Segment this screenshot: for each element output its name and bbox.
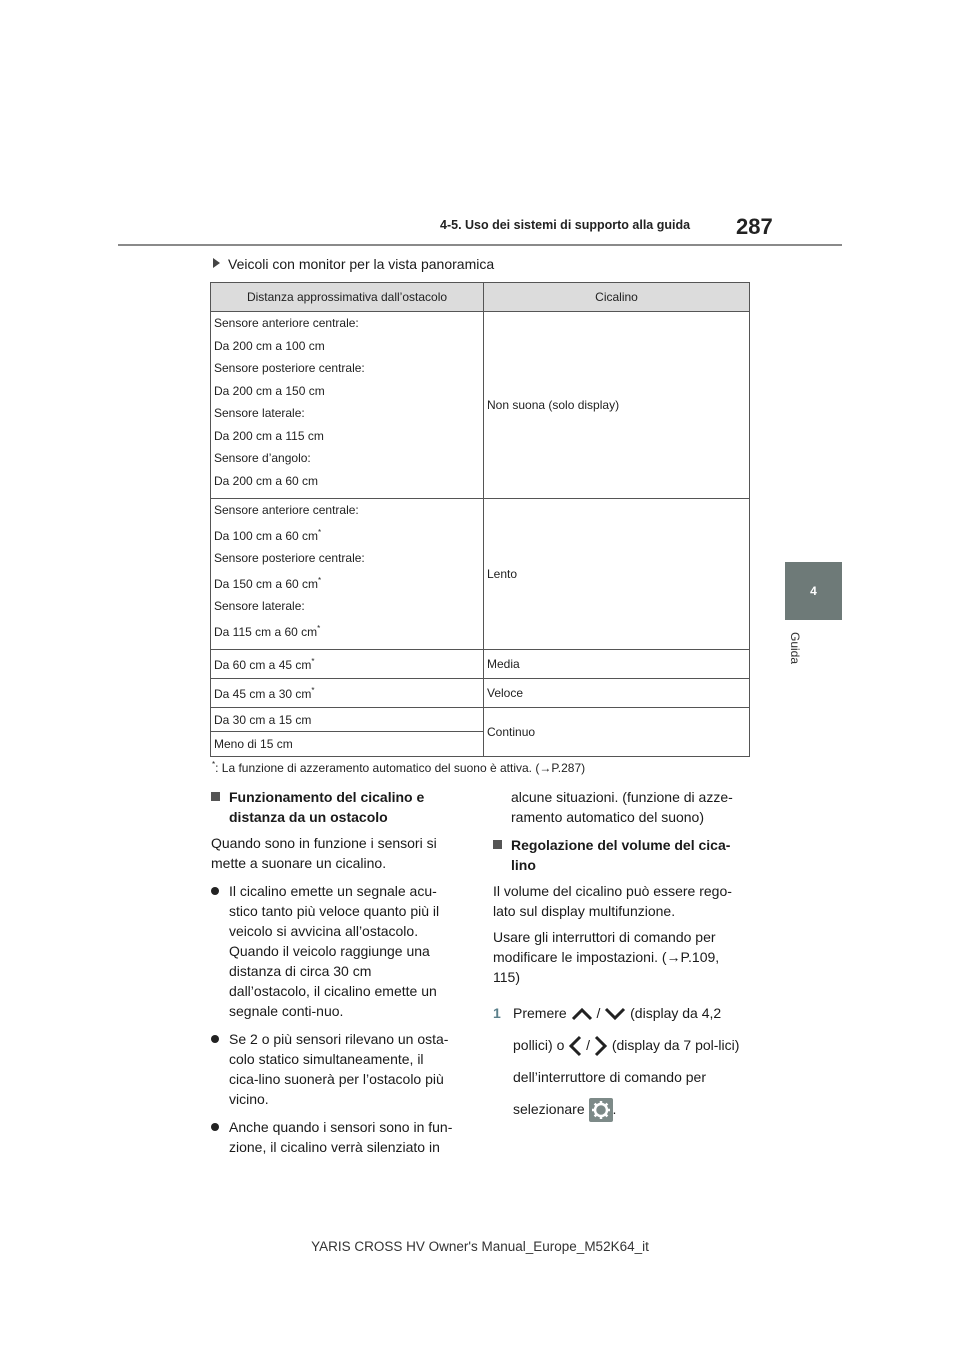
bullet-dot-icon (211, 887, 219, 895)
table-footnote: *: La funzione di azzeramento automatico del suono è attiva. (→P.287) (212, 760, 586, 775)
table-cell-distance: Da 60 cm a 45 cm* (211, 650, 484, 679)
chevron-up-icon (571, 1007, 593, 1021)
step-text: . (612, 1101, 617, 1117)
cell-line: Da 200 cm a 100 cm (214, 338, 325, 353)
bullet-dot-icon (211, 1123, 219, 1131)
table-header-distance: Distanza approssimativa dall’ostacolo (211, 283, 484, 312)
gear-settings-icon (589, 1098, 613, 1122)
chevron-down-icon (604, 1007, 626, 1021)
cell-line: Da 100 cm a 60 cm* (214, 527, 322, 543)
step-item (493, 997, 749, 1125)
heading-buzzer-operation: Funzionamento del cicalino e distanza da un ostacolo (211, 787, 456, 827)
bullet-dot-icon (211, 1035, 219, 1043)
table-cell-distance (211, 312, 484, 499)
table-row (211, 312, 750, 499)
slash: / (596, 1005, 601, 1021)
table-cell-distance: Da 30 cm a 15 cm (211, 708, 484, 732)
triangle-arrow-icon (213, 258, 220, 268)
table-cell-buzzer: Lento (484, 499, 750, 650)
chapter-name: Guida (788, 632, 802, 665)
cell-line: Da 115 cm a 60 cm* (214, 623, 321, 639)
table-cell-distance: Meno di 15 cm (211, 732, 484, 757)
cell-line: Sensore laterale: (214, 406, 305, 420)
cell-line: Sensore d’angolo: (214, 451, 311, 465)
bullet-item: Se 2 o più sensori rilevano un osta-colo statico simultaneamente, il cica-lino suonerà per l’ostacolo più vicino. (211, 1029, 456, 1109)
intro-paragraph: Quando sono in funzione i sensori si mette a suonare un cicalino. (211, 835, 437, 871)
table-cell-buzzer: Continuo (484, 708, 750, 757)
bullet-item: Il cicalino emette un segnale acu-stico tanto più veloce quanto più il veicolo si avvicina all’ostacolo. Quando il veicolo raggiunge una distanza di circa 30 cm dall’ostacolo, il cicalino emette un segnale conti-nuo. (211, 881, 456, 1021)
table-row (211, 499, 750, 650)
right-column (493, 787, 749, 1125)
buzzer-distance-table (210, 282, 750, 757)
table-cell-distance (211, 499, 484, 650)
footer-manual-id: YARIS CROSS HV Owner's Manual_Europe_M52K64_it (311, 1239, 649, 1254)
subheading-text: Veicoli con monitor per la vista panoramica (228, 256, 495, 272)
continuation-text: alcune situazioni. (funzione di azze-ramento automatico del suono) (511, 789, 733, 825)
cell-line: Sensore anteriore centrale: (214, 503, 359, 517)
section-title: 4-5. Uso dei sistemi di supporto alla guida (440, 218, 691, 232)
table-cell-distance: Da 45 cm a 30 cm* (211, 679, 484, 708)
cell-line: Da 150 cm a 60 cm* (214, 575, 322, 591)
table-row (211, 650, 750, 679)
step-text: (display da 4,2 pollici) o (513, 1005, 722, 1053)
subheading (213, 256, 494, 272)
cell-line: Sensore posteriore centrale: (214, 551, 365, 565)
left-column (211, 787, 456, 1157)
table-row (211, 708, 750, 732)
table-header-buzzer: Cicalino (484, 283, 750, 312)
step-number: 1 (493, 1005, 501, 1021)
cell-line: Sensore posteriore centrale: (214, 361, 365, 375)
bullet-item: Anche quando i sensori sono in fun-zione, il cicalino verrà silenziato in (211, 1117, 456, 1157)
square-bullet-icon (493, 840, 502, 849)
chevron-left-icon (568, 1035, 582, 1057)
slash: / (586, 1037, 591, 1053)
paragraph: Usare gli interruttori di comando per modificare le impostazioni. (→P.109, 115) (493, 929, 720, 985)
table-cell-buzzer: Non suona (solo display) (484, 312, 750, 499)
chapter-tab: 4 (785, 562, 842, 620)
square-bullet-icon (211, 792, 220, 801)
table-header-row (211, 283, 750, 312)
paragraph: Il volume del cicalino può essere rego-lato sul display multifunzione. (493, 883, 732, 919)
step-text: (display da 7 pol-lici) dell’interruttore di comando per selezionare (513, 1037, 740, 1117)
chevron-right-icon (594, 1035, 608, 1057)
page-number: 287 (736, 214, 773, 239)
step-text: Premere (513, 1005, 567, 1021)
heading-volume-adjust: Regolazione del volume del cica-lino (493, 835, 749, 875)
cell-line: Sensore laterale: (214, 599, 305, 613)
table-row (211, 679, 750, 708)
table-cell-buzzer: Veloce (484, 679, 750, 708)
cell-line: Sensore anteriore centrale: (214, 316, 359, 330)
cell-line: Da 200 cm a 115 cm (214, 428, 324, 443)
table-cell-buzzer: Media (484, 650, 750, 679)
cell-line: Da 200 cm a 150 cm (214, 383, 325, 398)
cell-line: Da 200 cm a 60 cm (214, 473, 319, 488)
header-divider (118, 244, 842, 246)
